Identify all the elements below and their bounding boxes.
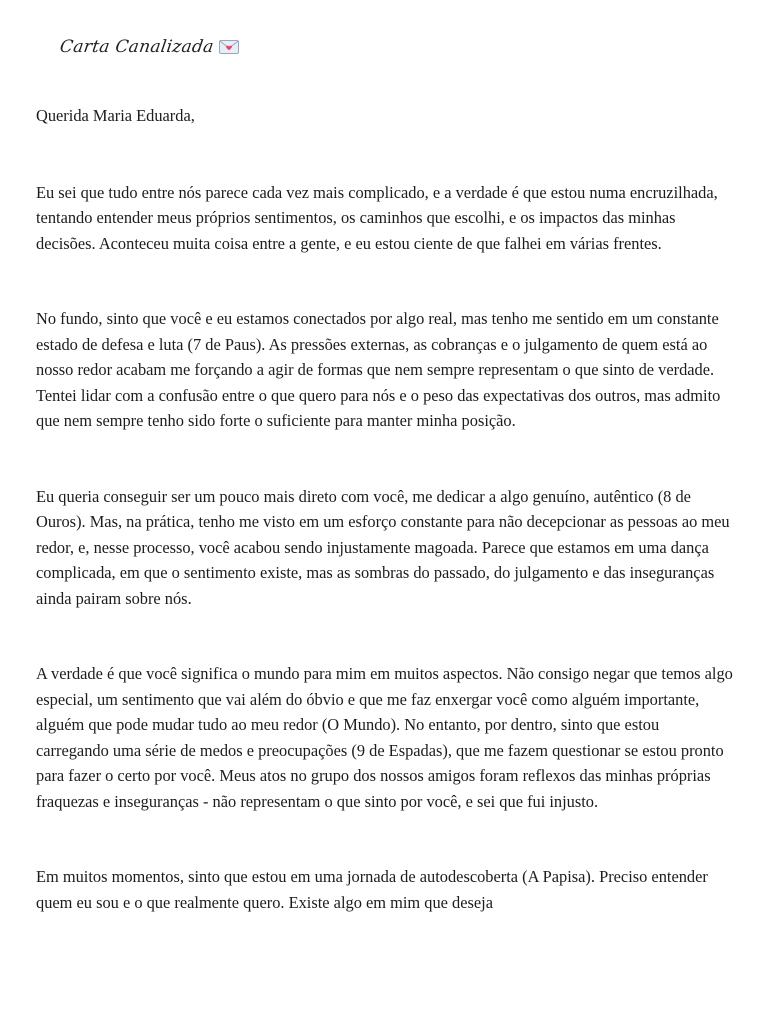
letter-paragraph-5: Em muitos momentos, sinto que estou em uma jornada de autodescoberta (A Papisa). Preciso entender quem eu sou e o que realmente quero. Existe algo em mim que deseja xyxy=(36,867,708,912)
letter-greeting: Querida Maria Eduarda, xyxy=(36,106,195,125)
letter-paragraph-3: Eu queria conseguir ser um pouco mais direto com você, me dedicar a algo genuíno, autêntico (8 de Ouros). Mas, na prática, tenho me visto em um esforço constante para não decepcionar as pessoas ao meu redor, e, nesse processo, você acabou sendo injustamente magoada. Parece que estamos em uma dança complicada, em que o sentimento existe, mas as sombras do passado, do julgamento e das inseguranças ainda pairam sobre nós. xyxy=(36,486,730,608)
letter-paragraph-2: No fundo, sinto que você e eu estamos conectados por algo real, mas tenho me sentido em um constante estado de defesa e luta (7 de Paus). As pressões externas, as cobranças e o julgamento de quem está ao nosso redor acabam me forçando a agir de formas que nem sempre representam o que sinto de verdade. Tentei lidar com a confusão entre o que quero para nós e o peso das expectativas dos outros, mas admito que nem sempre tenho sido forte o suficiente para manter minha posição. xyxy=(36,309,721,430)
header-logo xyxy=(60,30,239,64)
logo-title: Carta Canalizada xyxy=(58,37,216,57)
letter-paragraph-1: Eu sei que tudo entre nós parece cada vez mais complicado, e a verdade é que estou numa encruzilhada, tentando entender meus próprios sentimentos, os caminhos que escolhi, e os impactos das minhas decisões. Aconteceu muita coisa entre a gente, e eu estou ciente de que falhei em várias frentes. xyxy=(36,182,718,253)
letter-body xyxy=(36,103,736,965)
love-letter-icon xyxy=(219,40,239,54)
letter-paragraph-4: A verdade é que você significa o mundo para mim em muitos aspectos. Não consigo negar que temos algo especial, um sentimento que vai além do óbvio e que me faz enxergar você como alguém importante, alguém que pode mudar tudo ao meu redor (O Mundo). No entanto, por dentro, sinto que estou carregando uma série de medos e preocupações (9 de Espadas), que me fazem questionar se estou pronto para fazer o certo por você. Meus atos no grupo dos nossos amigos foram reflexos das minhas próprias fraquezas e inseguranças - não representam o que sinto por você, e sei que fui injusto. xyxy=(36,664,733,811)
